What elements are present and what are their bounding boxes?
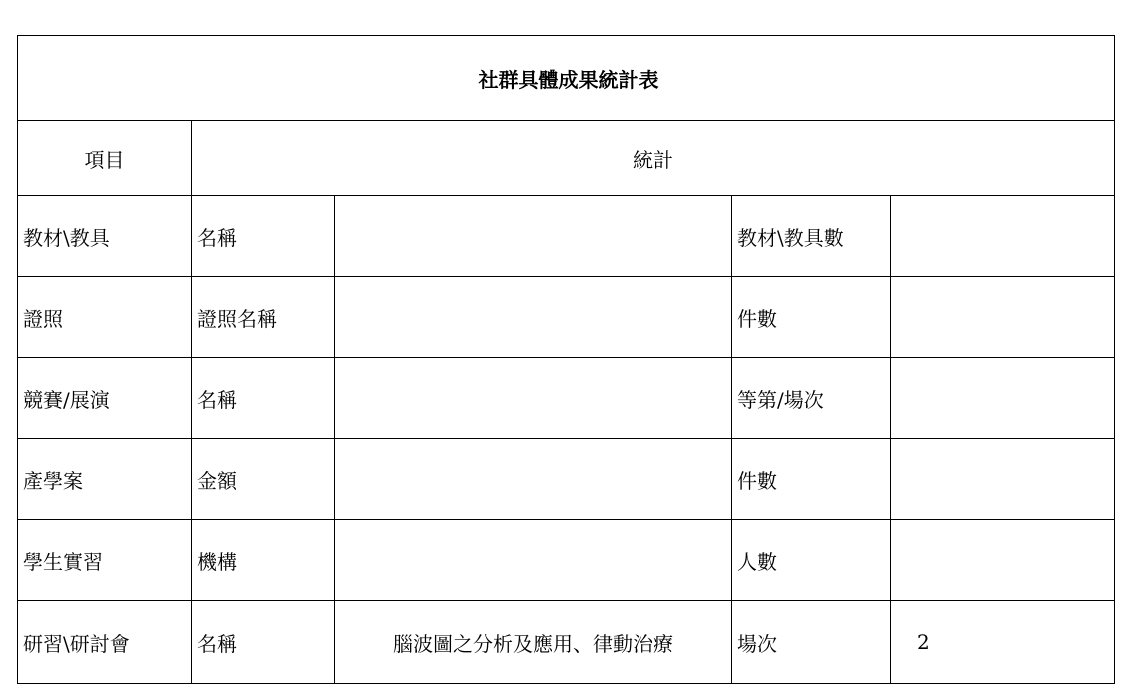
row-count-label: 件數: [732, 439, 891, 520]
row-name-label: 名稱: [192, 358, 335, 439]
page-crop-edge: [0, 684, 1127, 691]
row-count-value: [891, 439, 1115, 520]
row-count-label: 等第/場次: [732, 358, 891, 439]
table-row: [18, 520, 1115, 601]
table-title: 社群具體成果統計表: [18, 36, 1115, 121]
row-count-label: 教材\教具數: [732, 196, 891, 277]
row-name-value: 腦波圖之分析及應用、律動治療: [335, 601, 732, 684]
table-row: [18, 196, 1115, 277]
row-count-label: 件數: [732, 277, 891, 358]
table-row: [18, 439, 1115, 520]
row-name-label: 名稱: [192, 196, 335, 277]
title-row: [18, 36, 1115, 121]
row-category: 競賽/展演: [18, 358, 192, 439]
row-name-value: [335, 196, 732, 277]
row-count-value: [891, 358, 1115, 439]
row-category: 學生實習: [18, 520, 192, 601]
stats-header: 統計: [192, 121, 1115, 196]
row-category: 教材\教具: [18, 196, 192, 277]
row-count-value: [891, 277, 1115, 358]
row-category: 產學案: [18, 439, 192, 520]
table-row: [18, 277, 1115, 358]
row-name-value: [335, 439, 732, 520]
row-count-value: [891, 196, 1115, 277]
stats-table: [17, 35, 1115, 684]
row-count-value: 2: [891, 601, 1115, 684]
row-name-label: 證照名稱: [192, 277, 335, 358]
row-category: 研習\研討會: [18, 601, 192, 684]
row-name-label: 金額: [192, 439, 335, 520]
item-header: 項目: [18, 121, 192, 196]
row-name-label: 名稱: [192, 601, 335, 684]
row-category: 證照: [18, 277, 192, 358]
row-name-value: [335, 277, 732, 358]
table-row: [18, 358, 1115, 439]
row-name-label: 機構: [192, 520, 335, 601]
row-count-value: [891, 520, 1115, 601]
row-count-label: 場次: [732, 601, 891, 684]
row-name-value: [335, 358, 732, 439]
row-count-label: 人數: [732, 520, 891, 601]
table-row: [18, 601, 1115, 684]
header-row: [18, 121, 1115, 196]
row-name-value: [335, 520, 732, 601]
